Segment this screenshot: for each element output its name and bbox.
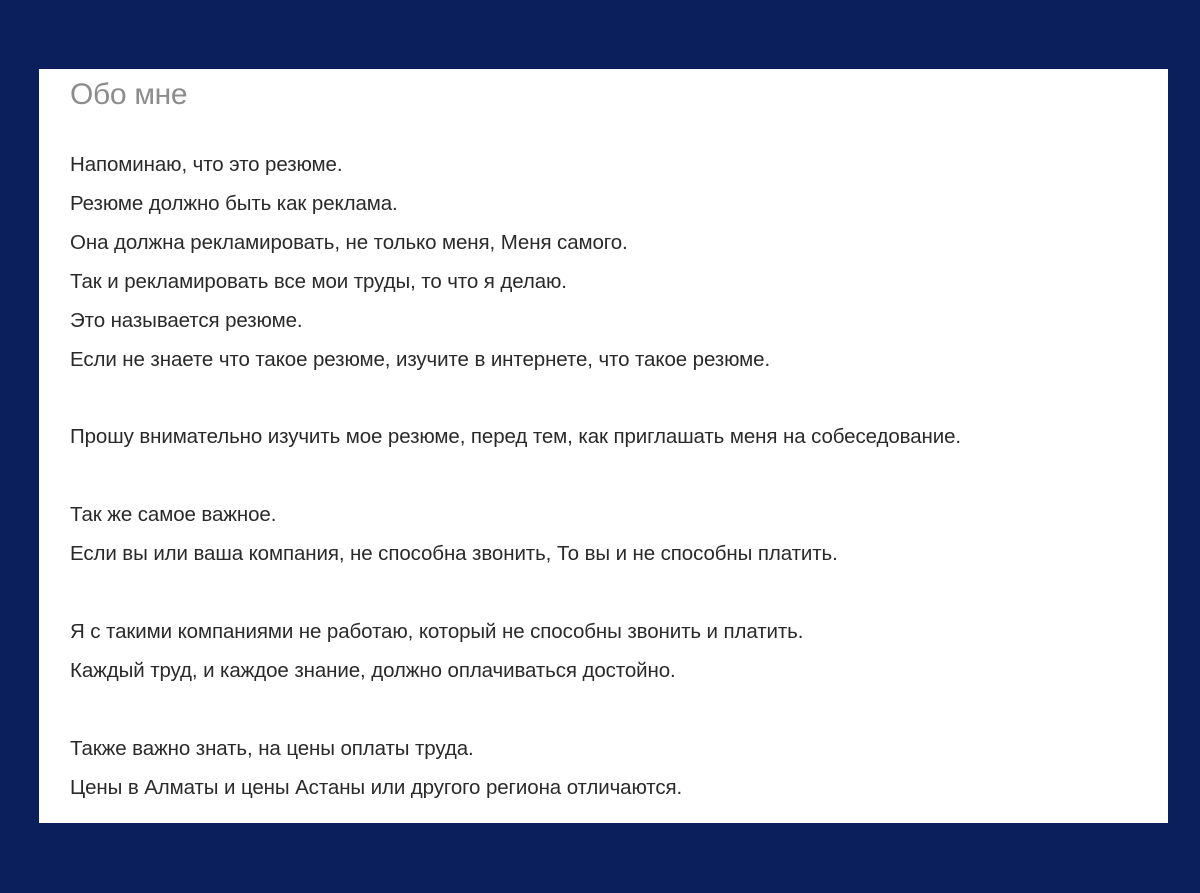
paragraph-companies	[70, 613, 1165, 691]
text-line: Напоминаю, что это резюме.	[70, 153, 343, 176]
text-line: Резюме должно быть как реклама.	[70, 191, 398, 215]
text-line: Так и рекламировать все мои труды, то что я делаю.	[70, 269, 567, 293]
paragraph-prices	[70, 730, 1165, 808]
text-line: Цены в Алматы и цены Астаны или другого региона отличаются.	[70, 775, 683, 799]
text-line: Она должна рекламировать, не только меня, Меня самого.	[70, 230, 628, 254]
text-line: Это называется резюме.	[70, 308, 303, 332]
paragraph-important	[70, 496, 1165, 574]
paragraph-intro	[70, 146, 1165, 379]
text-line: Каждый труд, и каждое знание, должно оплачиваться достойно.	[70, 659, 676, 683]
text-line: Если не знаете что такое резюме, изучите в интернете, что такое резюме.	[70, 347, 771, 371]
about-me-card	[39, 69, 1168, 823]
text-line: Так же самое важное.	[70, 503, 277, 527]
about-me-text	[70, 146, 1165, 847]
text-line: Если вы или ваша компания, не способна звонить, То вы и не способны платить.	[70, 542, 838, 566]
text-line: Также важно знать, на цены оплаты труда.	[70, 736, 474, 760]
paragraph-request	[70, 418, 1165, 457]
section-title: Обо мне	[70, 78, 188, 111]
text-line: Прошу внимательно изучить мое резюме, перед тем, как приглашать меня на собеседование.	[70, 425, 961, 449]
text-line: Я с такими компаниями не работаю, который не способны звонить и платить.	[70, 620, 804, 644]
